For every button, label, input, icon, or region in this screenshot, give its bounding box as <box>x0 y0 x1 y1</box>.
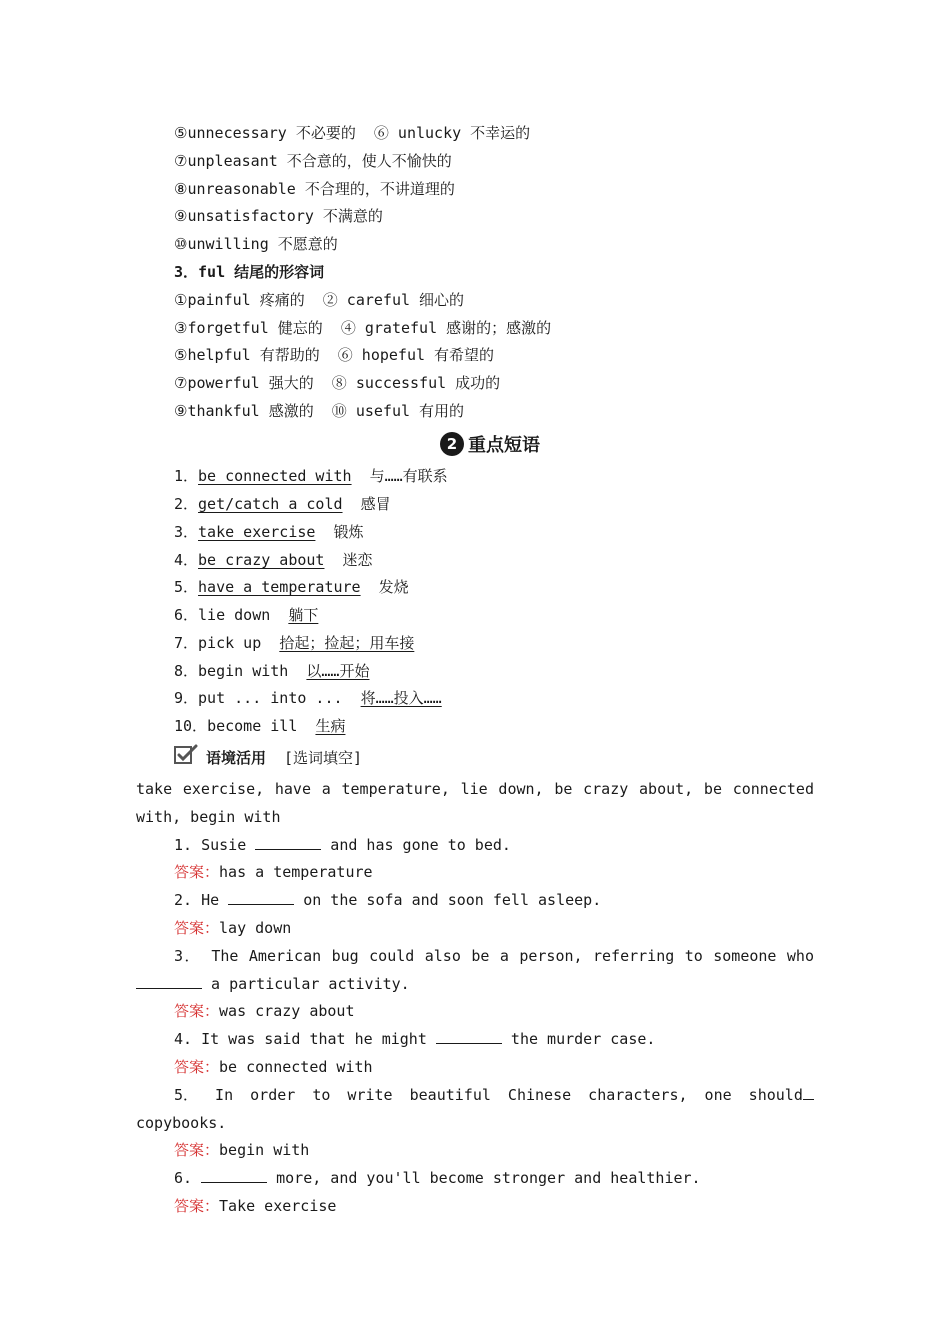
phrase-number: 4． <box>174 551 199 569</box>
answer-text: has a temperature <box>219 863 373 881</box>
answer-label: 答案： <box>174 1197 220 1215</box>
phrase-number: 3． <box>174 523 199 541</box>
phrase-english: begin with <box>198 662 289 680</box>
answer-text: be connected with <box>219 1058 373 1076</box>
phrase-item <box>174 550 373 570</box>
answer-line <box>174 1001 354 1021</box>
phrase-chinese: 锻炼 <box>333 523 364 541</box>
phrase-number: 9． <box>174 689 199 707</box>
vocab-line: ⑨thankful 感激的 ⑩ useful 有用的 <box>174 402 465 420</box>
question-text: the murder case. <box>501 1030 656 1048</box>
phrase-number: 1． <box>174 467 199 485</box>
spacer <box>288 662 306 680</box>
phrase-chinese: 迷恋 <box>342 551 373 569</box>
phrase-item <box>174 605 318 625</box>
vocab-line: ①painful 疼痛的 ② careful 细心的 <box>174 291 465 309</box>
phrase-chinese: 以……开始 <box>306 662 370 680</box>
answer-line <box>174 862 373 882</box>
section-number-badge: 2 <box>440 432 464 456</box>
spacer <box>361 578 379 596</box>
vocab-line: ⑨unsatisfactory 不满意的 <box>174 207 383 225</box>
answer-text: begin with <box>219 1141 310 1159</box>
phrase-chinese: 发烧 <box>378 578 409 596</box>
answer-blank <box>436 1029 502 1044</box>
answer-blank <box>136 974 202 989</box>
answer-label: 答案： <box>174 1058 220 1076</box>
phrase-number: 7． <box>174 634 199 652</box>
vocab-line: ⑦powerful 强大的 ⑧ successful 成功的 <box>174 374 501 392</box>
pencil-check-icon <box>174 744 200 770</box>
answer-label: 答案： <box>174 919 220 937</box>
phrase-chinese: 生病 <box>315 717 346 735</box>
phrase-english: be crazy about <box>198 551 325 569</box>
spacer <box>315 523 333 541</box>
question-text: and has gone to bed. <box>321 836 511 854</box>
phrase-item <box>174 466 448 486</box>
exercise-question: 3． The American bug could also be a person, referring to someone who <box>174 947 814 965</box>
vocab-line: ⑦unpleasant 不合意的，使人不愉快的 <box>174 152 452 170</box>
question-text: 1. Susie <box>174 836 256 854</box>
question-text: 4. It was said that he might <box>174 1030 436 1048</box>
question-text: 5． In order to write beautiful Chinese characters, one should <box>174 1086 803 1104</box>
phrase-english: take exercise <box>198 523 316 541</box>
phrase-english: pick up <box>198 634 262 652</box>
spacer <box>261 634 279 652</box>
vocab-line: ⑧unreasonable 不合理的，不讲道理的 <box>174 180 455 198</box>
vocab-line: ⑤helpful 有帮助的 ⑥ hopeful 有希望的 <box>174 346 495 364</box>
phrase-chinese: 将……投入…… <box>360 689 442 707</box>
word-bank-line: with, begin with <box>136 808 281 826</box>
context-section-title: 语境活用 <box>206 748 267 767</box>
answer-text: Take exercise <box>219 1197 337 1215</box>
section-heading <box>440 431 540 457</box>
phrase-number: 10． <box>174 717 208 735</box>
phrase-number: 8． <box>174 662 199 680</box>
answer-label: 答案： <box>174 1002 220 1020</box>
question-text: more, and you'll become stronger and healthier. <box>267 1169 701 1187</box>
answer-line <box>174 1196 336 1216</box>
ful-heading: 3．ful 结尾的形容词 <box>174 263 325 281</box>
vocab-line: ⑩unwilling 不愿意的 <box>174 235 338 253</box>
exercise-question-cont <box>136 974 410 994</box>
question-text: on the sofa and soon fell asleep. <box>294 891 602 909</box>
answer-text: was crazy about <box>219 1002 355 1020</box>
spacer <box>352 467 370 485</box>
exercise-question-cont: copybooks. <box>136 1114 227 1132</box>
phrase-english: have a temperature <box>198 578 361 596</box>
section-title: 重点短语 <box>468 435 540 456</box>
phrase-english: become ill <box>207 717 298 735</box>
phrase-english: be connected with <box>198 467 352 485</box>
answer-label: 答案： <box>174 863 220 881</box>
answer-blank <box>228 890 294 905</box>
spacer <box>343 495 361 513</box>
answer-blank <box>803 1085 814 1100</box>
phrase-chinese: 与……有联系 <box>369 467 448 485</box>
answer-text: lay down <box>219 919 292 937</box>
phrase-chinese: 拾起；捡起；用车接 <box>279 634 415 652</box>
answer-label: 答案： <box>174 1141 220 1159</box>
phrase-chinese: 躺下 <box>288 606 319 624</box>
phrase-number: 6． <box>174 606 199 624</box>
context-section-subtitle: [选词填空] <box>284 748 363 767</box>
vocab-line: ⑤unnecessary 不必要的 ⑥ unlucky 不幸运的 <box>174 124 531 142</box>
phrase-number: 5． <box>174 578 199 596</box>
phrase-chinese: 感冒 <box>360 495 391 513</box>
context-section-header <box>174 744 362 770</box>
word-bank-line: take exercise, have a temperature, lie down, be crazy about, be connected <box>136 780 814 798</box>
exercise-question <box>174 1029 655 1049</box>
exercise-question <box>174 1168 701 1188</box>
answer-line <box>174 1057 373 1077</box>
answer-line <box>174 1140 309 1160</box>
answer-line <box>174 918 291 938</box>
vocab-line: ③forgetful 健忘的 ④ grateful 感谢的；感激的 <box>174 319 552 337</box>
phrase-item <box>174 577 409 597</box>
exercise-question <box>174 1085 814 1105</box>
phrase-english: lie down <box>198 606 271 624</box>
phrase-item <box>174 688 442 708</box>
question-text: a particular activity. <box>202 975 410 993</box>
phrase-english: put ... into ... <box>198 689 343 707</box>
phrase-item <box>174 661 369 681</box>
answer-blank <box>255 835 321 850</box>
phrase-item <box>174 522 364 542</box>
spacer <box>270 606 288 624</box>
spacer <box>297 717 315 735</box>
phrase-item <box>174 716 345 736</box>
question-text: 2. He <box>174 891 229 909</box>
phrase-item <box>174 494 391 514</box>
exercise-question <box>174 835 511 855</box>
question-text: 6. <box>174 1169 202 1187</box>
phrase-number: 2． <box>174 495 199 513</box>
spacer <box>324 551 342 569</box>
phrase-item <box>174 633 414 653</box>
exercise-question <box>174 890 601 910</box>
spacer <box>343 689 361 707</box>
phrase-english: get/catch a cold <box>198 495 343 513</box>
answer-blank <box>201 1168 267 1183</box>
